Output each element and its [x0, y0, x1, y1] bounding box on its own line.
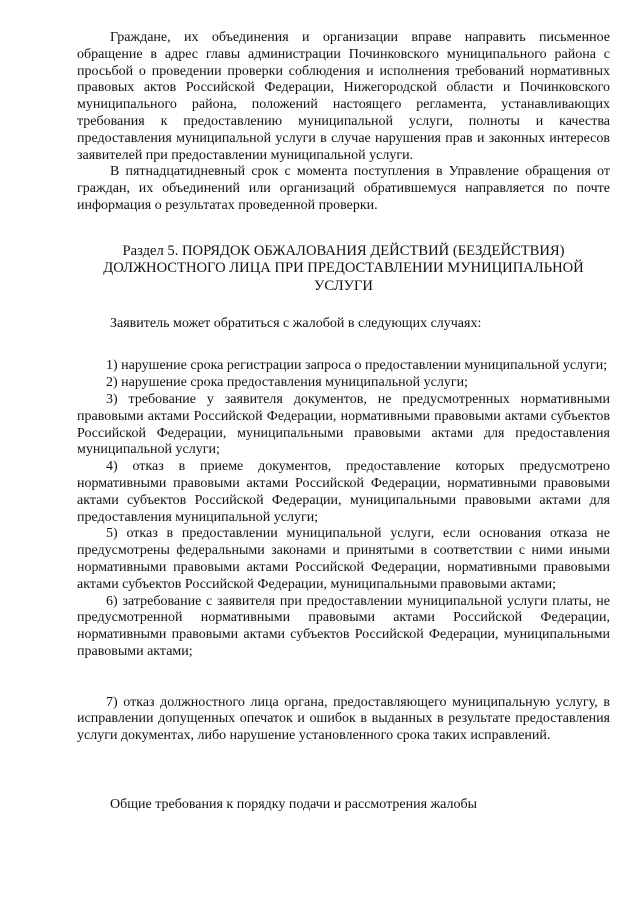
list-item-2: 2) нарушение срока предоставления муниципальной услуги;: [106, 375, 468, 391]
spacer: [77, 332, 610, 358]
document-page: [77, 30, 610, 814]
spacer: [77, 215, 610, 243]
spacer: [77, 296, 610, 316]
list-item-1: 1) нарушение срока регистрации запроса о предоставлении муниципальной услуги;: [106, 358, 608, 374]
list-item-7: 7) отказ должностного лица органа, предоставляющего муниципальную услугу, в исправлении допущенных опечаток и ошибок в выданных в результате предоставления услуги документах, либо нарушение установленного срока таких исправлений.: [77, 694, 610, 744]
paragraph-written-appeal: Граждане, их объединения и организации вправе направить письменное обращение в адрес главы администрации Починковского муниципального района с просьбой о проведении проверки соблюдения и исполнения требований нормативных правовых актов Российской Федерации, Нижегородской области и Починковского муниципального района, положений настоящего регламента, устанавливающих требования к предоставлению муниципальной услуги, полноты и качества предоставления муниципальной услуги в случае нарушения прав и законных интересов заявителей при предоставлении муниципальной услуги.: [77, 30, 610, 163]
paragraph-response-term: В пятнадцатидневный срок с момента поступления в Управление обращения от граждан, их объединений или организаций обратившемуся направляется по почте информация о результатах проведенной проверки.: [77, 164, 610, 213]
spacer: [77, 661, 610, 695]
subheading-general-requirements: Общие требования к порядку подачи и рассмотрения жалобы: [110, 797, 478, 813]
list-item-5: 5) отказ в предоставлении муниципальной услуги, если основания отказа не предусмотрены федеральными законами и принятыми в соответствии с ними иными нормативными правовыми актами Российской Федерации, нормативными правовыми актами субъектов Российской Федерации, муниципальными правовыми актами;: [77, 526, 610, 592]
complaint-intro: Заявитель может обратиться с жалобой в следующих случаях:: [110, 315, 482, 331]
list-item-3: 3) требование у заявителя документов, не предусмотренных нормативными правовыми актами Российской Федерации, нормативными правовыми актами субъектов Российской Федерации, муниципальными правовыми актами для предоставления муниципальной услуги;: [77, 391, 610, 458]
list-item-4: 4) отказ в приеме документов, предоставление которых предусмотрено нормативными правовыми актами Российской Федерации, нормативными правовыми актами субъектов Российской Федерации, муниципальными правовыми актами для предоставления муниципальной услуги;: [77, 459, 610, 525]
section-heading: Раздел 5. ПОРЯДОК ОБЖАЛОВАНИЯ ДЕЙСТВИЙ (БЕЗДЕЙСТВИЯ) ДОЛЖНОСТНОГО ЛИЦА ПРИ ПРЕДОСТАВЛЕНИИ МУНИЦИПАЛЬНОЙ УСЛУГИ: [103, 242, 584, 294]
list-item-6: 6) затребование с заявителя при предоставлении муниципальной услуги платы, не предусмотренной нормативными правовыми актами Российской Федерации, нормативными правовыми актами субъектов Российской Федерации, муниципальными правовыми актами;: [77, 593, 610, 659]
spacer: [77, 745, 610, 797]
